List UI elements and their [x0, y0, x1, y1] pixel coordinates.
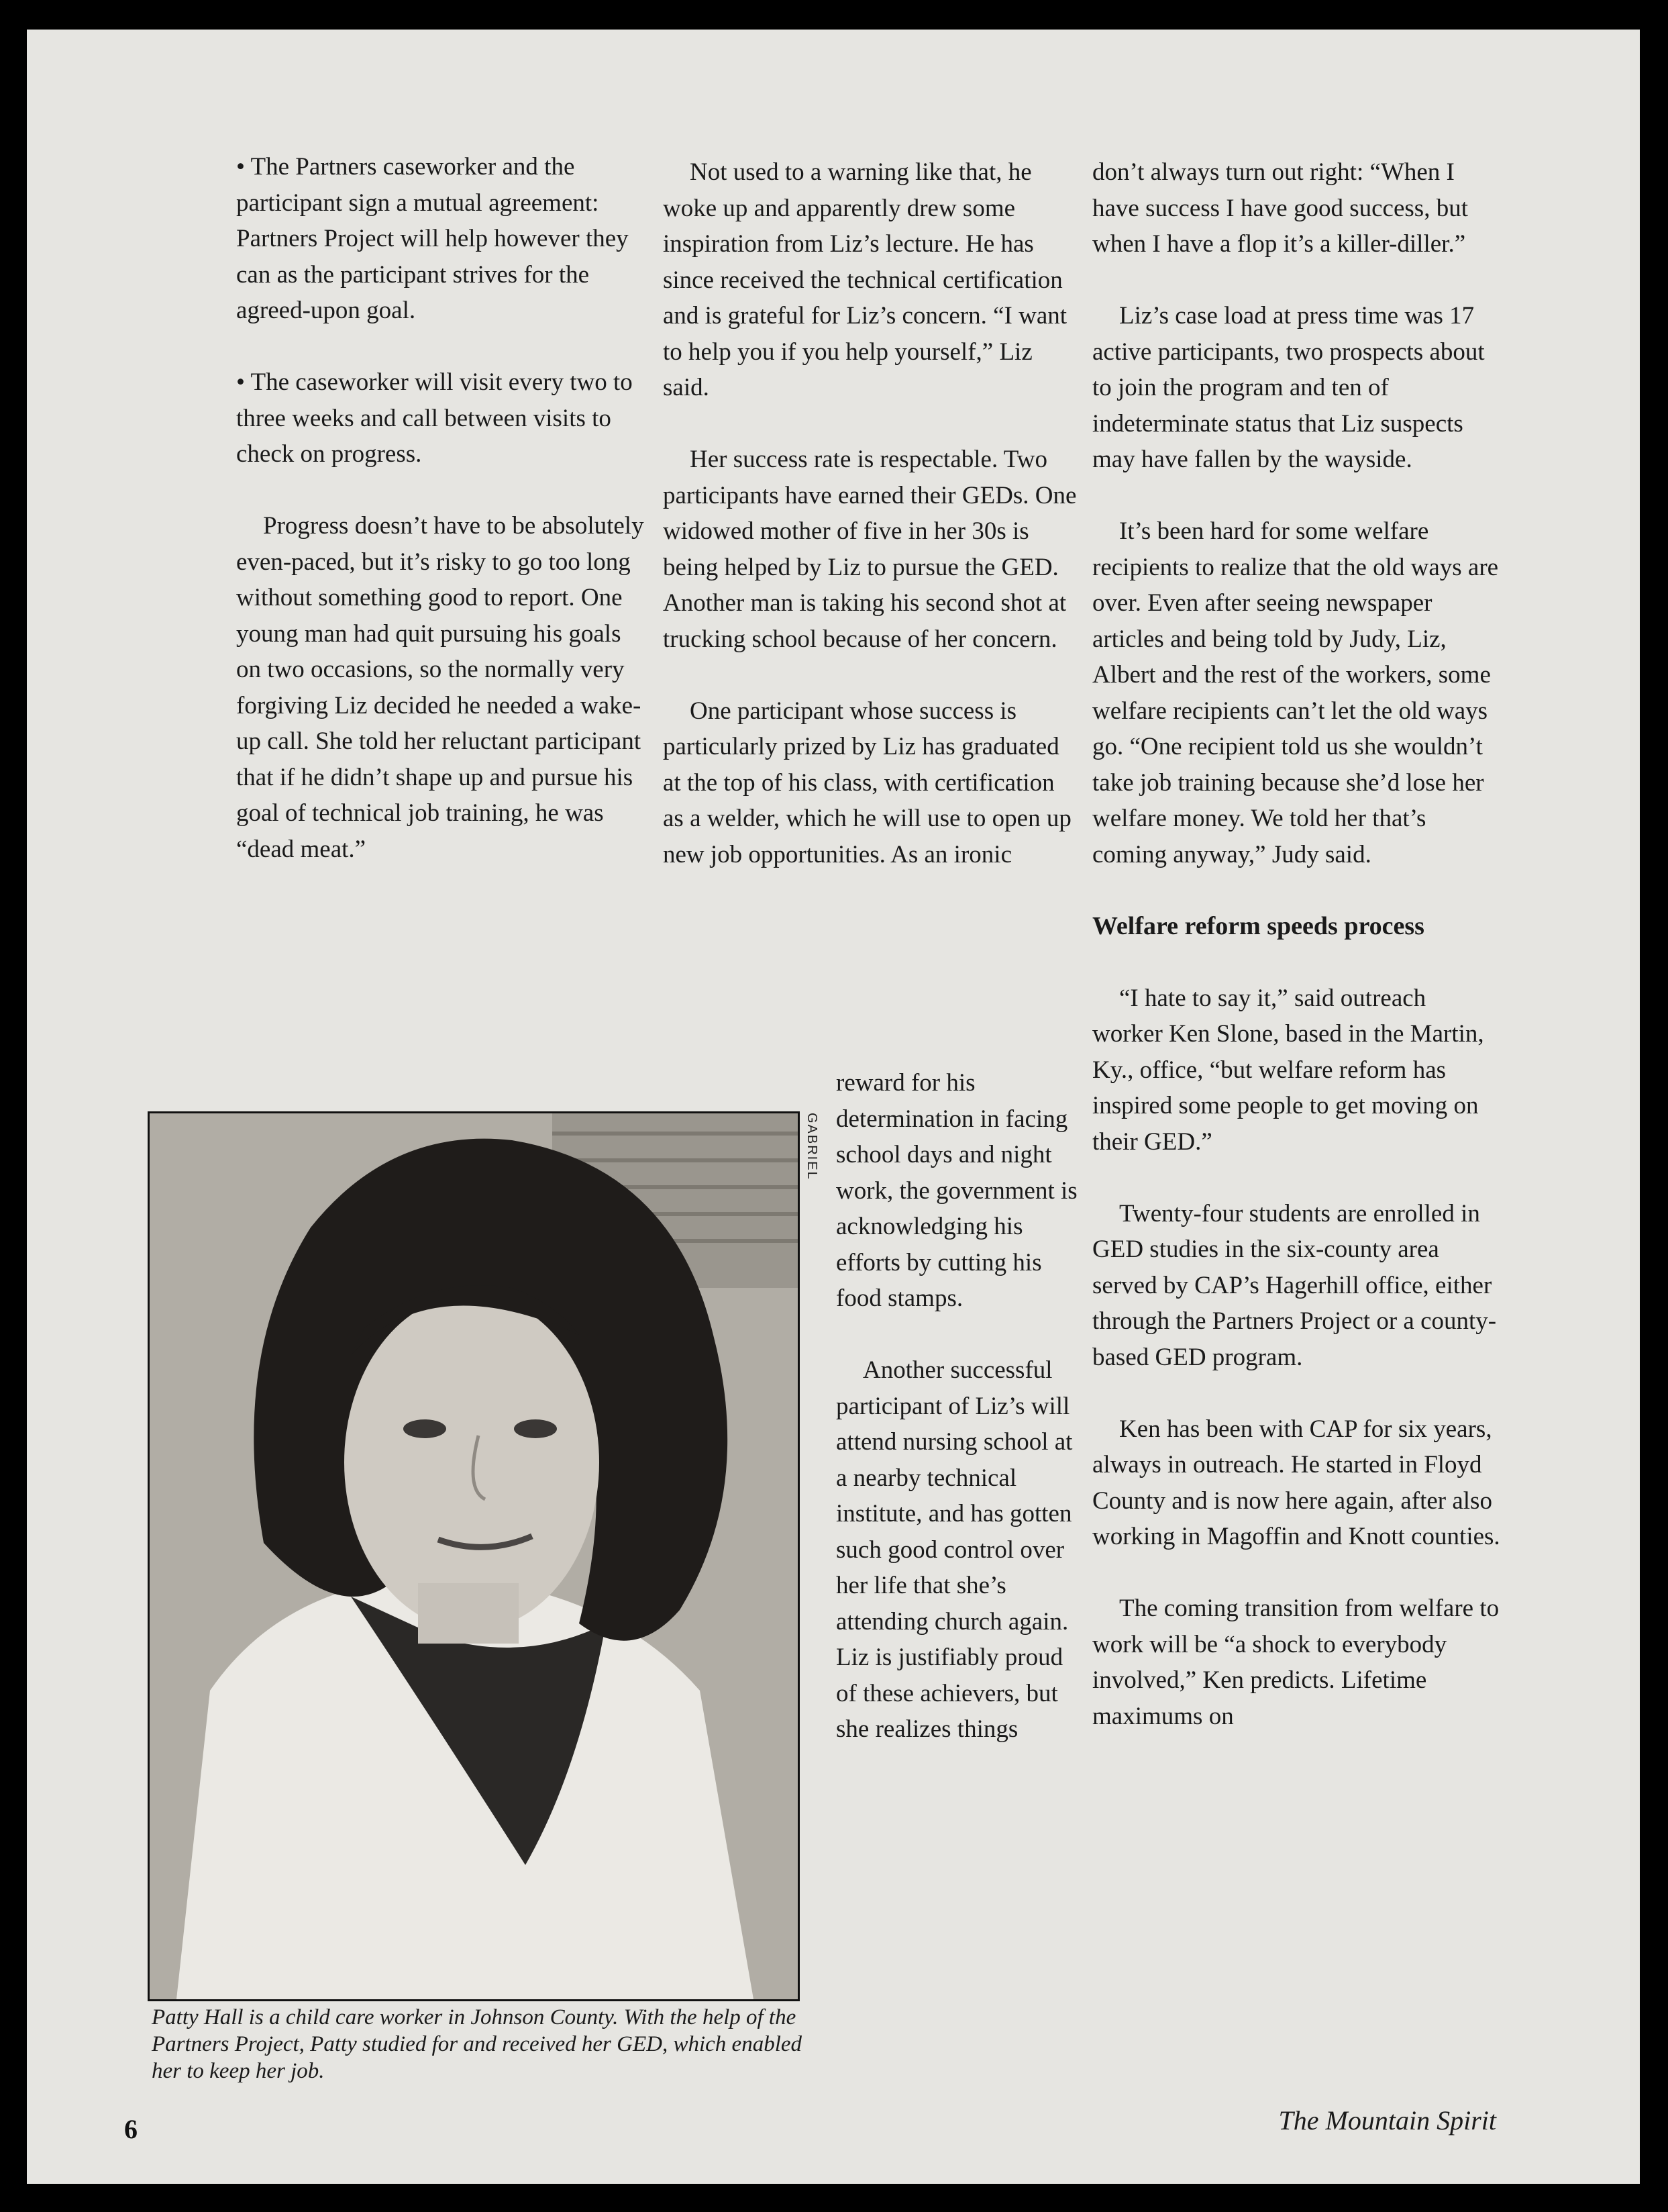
paragraph-case-load: Liz’s case load at press time was 17 active participants, two prospects about to join the program and ten of indeterminate status that Liz suspects may have fallen by the wayside. [1092, 302, 1485, 473]
bullet-visits: • The caseworker will visit every two to three weeks and call between visits to check on progress. [236, 368, 633, 468]
portrait-image [150, 1113, 798, 1999]
paragraph-warning: Not used to a warning like that, he woke up and apparently drew some inspiration from Liz’s lecture. He has since received the technical certification and is grateful for Liz’s concern. “I want to help you if you help yourself,” Liz said. [663, 158, 1067, 401]
photo-caption: Patty Hall is a child care worker in Johnson County. With the help of the Partners Project, Patty studied for and received her GED, which enabled her to keep her job. [152, 2005, 802, 2083]
magazine-page [27, 30, 1640, 2184]
column-2 [663, 154, 1079, 909]
column-3 [1092, 154, 1502, 1770]
page-number: 6 [124, 2114, 138, 2144]
bullet-agreement: • The Partners caseworker and the participant sign a mutual agreement: Partners Project will help however they can as the participant strives for the agreed-upon goal. [236, 153, 629, 324]
paragraph-ken-history: Ken has been with CAP for six years, always in outreach. He started in Floyd County and is now here again, after also working in Magoffin and Knott counties. [1092, 1415, 1500, 1550]
column-1 [236, 149, 645, 903]
paragraph-progress: Progress doesn’t have to be absolutely even-paced, but it’s risky to go too long without something good to report. One young man had quit pursuing his goals on two occasions, so the normally very forgiving Liz decided he needed a wake-up call. She told her reluctant participant that if he didn’t shape up and pursue his goal of technical job training, he was “dead meat.” [236, 512, 644, 863]
photo-credit: GABRIEL [804, 1113, 819, 1180]
paragraph-ged-students: Twenty-four students are enrolled in GED studies in the six-county area served by CAP’s Hagerhill office, either through the Partners Project or a county-based GED program. [1092, 1199, 1497, 1371]
paragraph-success-rate: Her success rate is respectable. Two participants have earned their GEDs. One widowed mother of five in her 30s is being helped by Liz to pursue the GED. Another man is taking his second shot at trucking school because of her concern. [663, 446, 1077, 653]
paragraph-welder-continued: reward for his determination in facing school days and night work, the government is acknowledging his efforts by cutting his food stamps. [836, 1069, 1078, 1312]
paragraph-transition: The coming transition from welfare to work will be “a shock to everybody involved,” Ken predicts. Lifetime maximums on [1092, 1595, 1500, 1730]
paragraph-old-ways: It’s been hard for some welfare recipients to realize that the old ways are over. Even after seeing newspaper articles and being told by Judy, Liz, Albert and the rest of the workers, some welfare recipients can’t let the old ways go. “One recipient told us she wouldn’t take job training because she’d lose her welfare money. We told her that’s coming anyway,” Judy said. [1092, 517, 1499, 868]
section-heading: Welfare reform speeds process [1092, 911, 1424, 940]
column-2-wrap [836, 1065, 1079, 1783]
photo-patty-hall [148, 1111, 800, 2001]
paragraph-killer-diller: don’t always turn out right: “When I have success I have good success, but when I have a flop it’s a killer-diller.” [1092, 158, 1468, 258]
paragraph-nursing: Another successful participant of Liz’s will attend nursing school at a nearby technical institute, and has gotten such good control over her life that she’s attending church again. Liz is justifiably proud of these achievers, but she realizes things [836, 1356, 1073, 1743]
publication-title: The Mountain Spirit [1278, 2105, 1496, 2135]
paragraph-welder: One participant whose success is particularly prized by Liz has graduated at the top of his class, with certification as a welder, which he will use to open up new job opportunities. As an ironic [663, 697, 1072, 868]
paragraph-ken-slone: “I hate to say it,” said outreach worker Ken Slone, based in the Martin, Ky., office, “but welfare reform has inspired some people to get moving on their GED.” [1092, 984, 1484, 1156]
